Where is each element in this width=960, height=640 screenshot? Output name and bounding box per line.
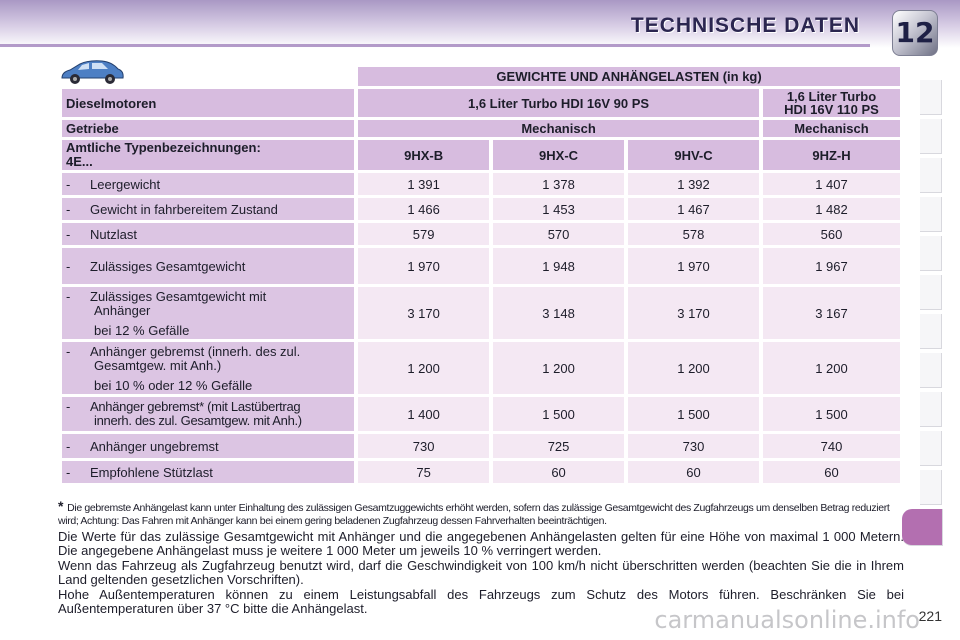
table-row xyxy=(62,223,900,245)
row-value: 1 970 xyxy=(628,248,759,284)
chapter-tab[interactable] xyxy=(920,80,942,115)
chapter-tab[interactable] xyxy=(920,392,942,427)
type-cell: 9HX-C xyxy=(493,140,624,170)
row-value: 1 453 xyxy=(493,198,624,220)
table-caption: GEWICHTE UND ANHÄNGELASTEN (in kg) xyxy=(358,67,900,86)
row-label: - Anhänger gebremst* (mit Lastübertrag innerh. des zul. Gesamtgew. mit Anh.) xyxy=(62,397,354,431)
row-label: - Zulässiges Gesamtgewicht mit Anhänger bei 12 % Gefälle xyxy=(62,287,354,339)
row-value: 75 xyxy=(358,461,489,483)
watermark: carmanualsonline.info xyxy=(654,606,920,634)
chapter-tab[interactable] xyxy=(920,158,942,193)
row-value: 1 200 xyxy=(628,342,759,394)
row-value: 1 967 xyxy=(763,248,900,284)
row-value: 1 970 xyxy=(358,248,489,284)
row-value: 60 xyxy=(763,461,900,483)
table-row xyxy=(62,287,900,339)
row-value: 570 xyxy=(493,223,624,245)
gearbox-b: Mechanisch xyxy=(763,120,900,137)
row-value: 3 170 xyxy=(628,287,759,339)
gearbox-label: Getriebe xyxy=(62,120,354,137)
chapter-badge: 12 xyxy=(892,10,938,56)
row-value: 1 200 xyxy=(493,342,624,394)
row-value: 730 xyxy=(628,434,759,458)
chapter-tab[interactable] xyxy=(920,353,942,388)
table-row xyxy=(62,198,900,220)
table-row xyxy=(62,434,900,458)
table-row xyxy=(62,461,900,483)
weights-table-wrapper xyxy=(58,64,904,486)
row-value: 1 466 xyxy=(358,198,489,220)
gearbox-row xyxy=(62,120,900,137)
row-label: - Leergewicht xyxy=(62,173,354,195)
paragraph-temperature: Hohe Außentemperaturen können zu einem Leistungsabfall des Fahrzeugs zum Schutz des Motors führen. Beschränken Sie bei Außentemperaturen über 37 °C bitte die Anhängelast. xyxy=(58,587,904,616)
types-label-line1: Amtliche Typenbezeichnungen: xyxy=(66,140,261,155)
row-value: 1 482 xyxy=(763,198,900,220)
footnote-text: Die gebremste Anhängelast kann unter Einhaltung des zulässigen Gesamtzuggewichts erhöht werden, sofern das zulässige Gesamtgewicht des Zugfahrzeugs um denselben Betrag reduziert wird; Achtung: Das Fahren mit Anhänger kann bei einem gering beladenen Zugfahrzeug dessen Fahrverhalten beeinträchtigen. xyxy=(58,502,890,527)
chapter-tabs xyxy=(920,80,942,550)
gearbox-a: Mechanisch xyxy=(358,120,759,137)
chapter-tab[interactable] xyxy=(920,236,942,271)
table-caption-row xyxy=(62,67,900,86)
engine-b-line2: HDI 16V 110 PS xyxy=(784,102,879,117)
row-value: 1 500 xyxy=(628,397,759,431)
row-value: 1 391 xyxy=(358,173,489,195)
row-value: 60 xyxy=(493,461,624,483)
footnote-star: * xyxy=(58,498,64,514)
row-value: 1 200 xyxy=(358,342,489,394)
footnote xyxy=(58,500,904,528)
row-value: 578 xyxy=(628,223,759,245)
row-value: 560 xyxy=(763,223,900,245)
table-row xyxy=(62,342,900,394)
page-title: TECHNISCHE DATEN xyxy=(630,14,860,37)
row-value: 3 148 xyxy=(493,287,624,339)
row-value: 1 378 xyxy=(493,173,624,195)
table-row xyxy=(62,397,900,431)
row-value: 730 xyxy=(358,434,489,458)
type-cell: 9HZ-H xyxy=(763,140,900,170)
row-label: - Anhänger gebremst (innerh. des zul. Gesamtgew. mit Anh.) bei 10 % oder 12 % Gefälle xyxy=(62,342,354,394)
row-value: 1 392 xyxy=(628,173,759,195)
row-value: 1 400 xyxy=(358,397,489,431)
weights-table xyxy=(58,64,904,486)
chapter-tab[interactable] xyxy=(920,197,942,232)
row-value: 1 407 xyxy=(763,173,900,195)
chapter-tab[interactable] xyxy=(920,431,942,466)
engine-a: 1,6 Liter Turbo HDI 16V 90 PS xyxy=(358,89,759,117)
row-value: 1 500 xyxy=(493,397,624,431)
chapter-tab[interactable] xyxy=(920,275,942,310)
row-value: 1 948 xyxy=(493,248,624,284)
page-number: 221 xyxy=(918,608,942,624)
paragraph-altitude: Die Werte für das zulässige Gesamtgewicht mit Anhänger und die angegebenen Anhängelasten gelten für eine Höhe von maximal 1 000 Metern. Die angegebene Anhängelast muss je weitere 1 000 Meter um jeweils 10 % verringert werden. xyxy=(58,529,904,558)
engine-b xyxy=(763,89,900,117)
row-value: 579 xyxy=(358,223,489,245)
row-label: - Empfohlene Stützlast xyxy=(62,461,354,483)
chapter-tab-active[interactable] xyxy=(902,509,943,546)
type-cell: 9HV-C xyxy=(628,140,759,170)
types-row xyxy=(62,140,900,170)
chapter-tab[interactable] xyxy=(920,470,942,505)
engine-row xyxy=(62,89,900,117)
row-value: 3 167 xyxy=(763,287,900,339)
type-cell: 9HX-B xyxy=(358,140,489,170)
engine-b-line1: 1,6 Liter Turbo xyxy=(786,89,877,104)
header-divider xyxy=(0,44,870,47)
row-value: 1 467 xyxy=(628,198,759,220)
row-value: 740 xyxy=(763,434,900,458)
row-label: - Zulässiges Gesamtgewicht xyxy=(62,248,354,284)
paragraph-speed: Wenn das Fahrzeug als Zugfahrzeug benutzt wird, darf die Geschwindigkeit von 100 km/h nicht überschritten werden (beachten Sie die in Ihrem Land geltenden gesetzlichen Vorschriften). xyxy=(58,558,904,587)
row-value: 1 500 xyxy=(763,397,900,431)
types-label-line2: 4E... xyxy=(66,154,93,169)
table-row xyxy=(62,248,900,284)
row-label: - Nutzlast xyxy=(62,223,354,245)
types-label xyxy=(62,140,354,170)
row-value: 3 170 xyxy=(358,287,489,339)
row-value: 60 xyxy=(628,461,759,483)
table-row xyxy=(62,173,900,195)
row-value: 725 xyxy=(493,434,624,458)
engine-label: Dieselmotoren xyxy=(62,89,354,117)
row-value: 1 200 xyxy=(763,342,900,394)
row-label: - Gewicht in fahrbereitem Zustand xyxy=(62,198,354,220)
chapter-tab[interactable] xyxy=(920,314,942,349)
row-label: - Anhänger ungebremst xyxy=(62,434,354,458)
chapter-tab[interactable] xyxy=(920,119,942,154)
